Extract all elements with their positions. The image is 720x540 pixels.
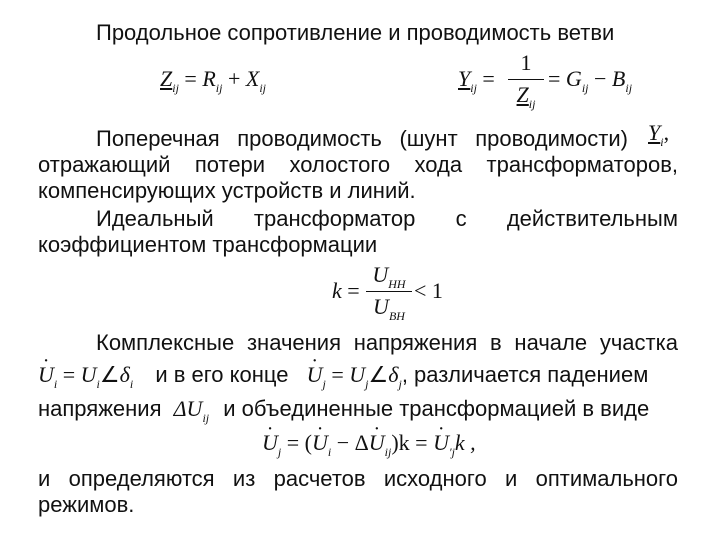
- yi-y: Y: [648, 120, 661, 145]
- uj-sub: j: [322, 377, 326, 391]
- eq3-den-u: U: [373, 294, 389, 319]
- word: в: [490, 330, 502, 355]
- eq4-close: )k =: [391, 430, 434, 455]
- para3-line3: [38, 396, 649, 431]
- para3-line2: [38, 362, 678, 397]
- para1-line2: [38, 152, 678, 178]
- eq4-u: · U: [262, 430, 278, 456]
- eq4-prime-sub: ′j: [448, 445, 455, 459]
- word: потери: [194, 152, 266, 177]
- eq1-plus: +: [222, 66, 246, 91]
- fraction-bar: [366, 291, 412, 292]
- eq3-denominator: [366, 294, 412, 324]
- word: отражающий: [38, 152, 171, 177]
- du-formula: [173, 396, 210, 425]
- word: расчетов: [273, 466, 366, 491]
- ui-formula: [38, 362, 134, 391]
- eq1-r: R: [202, 66, 216, 91]
- word: из: [232, 466, 256, 491]
- eq3-equals: =: [341, 278, 360, 303]
- eq2-b-sub: ij: [625, 81, 633, 95]
- eq2-y: Y: [458, 66, 471, 91]
- uj-u2: U: [349, 362, 366, 387]
- transformed-voltage-equation: [262, 430, 476, 465]
- eq2-den-z: Z: [516, 82, 529, 107]
- word: начале: [514, 330, 588, 355]
- eq3-den-sub: ВН: [388, 309, 405, 323]
- eq3-num-u: U: [372, 262, 389, 287]
- eq4-minus-delta: − Δ: [331, 430, 369, 455]
- ui-equals: =: [57, 362, 81, 387]
- word: напряжения: [353, 330, 478, 355]
- word: Поперечная: [96, 126, 220, 151]
- eq3-numerator: [366, 262, 412, 292]
- word: исходного: [383, 466, 487, 491]
- admittance-rhs: [548, 66, 632, 101]
- eq1-z: Z: [160, 66, 173, 91]
- word: и: [505, 466, 518, 491]
- eq2-minus: −: [588, 66, 612, 91]
- para2-line2: коэффициентом трансформации: [38, 232, 378, 257]
- para3-line1: [96, 330, 678, 356]
- uj-delta: δ: [388, 362, 399, 387]
- eq1-r-sub: ij: [215, 81, 223, 95]
- para1-line1: [96, 126, 628, 152]
- yi-comma: ,: [663, 120, 670, 145]
- du-symbol: ΔU: [173, 396, 203, 421]
- shunt-admittance-symbol: [648, 120, 669, 155]
- eq4-sub-ij: ij: [384, 445, 392, 459]
- ui-angle: ∠: [99, 362, 120, 387]
- word: хода: [414, 152, 463, 177]
- word: и: [38, 466, 51, 491]
- word: проводимости): [475, 126, 628, 151]
- eq2-b: B: [611, 66, 626, 91]
- eq1-z-sub: ij: [172, 81, 179, 95]
- uj-u: · U: [307, 362, 323, 388]
- uj-sub2: j: [365, 377, 369, 391]
- word: определяются: [68, 466, 215, 491]
- word: Комплексные: [96, 330, 235, 355]
- eq2-numerator: 1: [520, 50, 532, 75]
- eq4-uj-prime: · U: [433, 430, 449, 456]
- para3-tail: , различается падением: [401, 362, 649, 387]
- eq2-denominator: [508, 82, 544, 112]
- ratio-fraction: [366, 262, 412, 322]
- uj-sub3: j: [398, 377, 402, 391]
- eq2-den-sub: ij: [528, 97, 536, 111]
- ui-sub2: i: [96, 377, 100, 391]
- eq2-equals-2: =: [548, 66, 566, 91]
- eq2-equals: =: [476, 66, 495, 91]
- eq2-y-sub: ij: [470, 81, 477, 95]
- para3-mid-text: и в его конце: [155, 362, 289, 387]
- admittance-lhs: [458, 66, 495, 101]
- word: с: [455, 206, 467, 231]
- eq4-tail: k ,: [454, 430, 476, 455]
- para1-line3: компенсирующих устройств и линий.: [38, 178, 416, 203]
- eq4-sub-j: j: [277, 445, 282, 459]
- eq4-open: = (: [281, 430, 312, 455]
- para2-line1: [96, 206, 678, 232]
- eq1-x: X: [245, 66, 260, 91]
- ui-u2: U: [80, 362, 97, 387]
- yi-sub: i: [660, 135, 664, 149]
- eq3-less-than-one: < 1: [414, 278, 443, 303]
- impedance-equation: [160, 66, 266, 101]
- eq1-equals: =: [178, 66, 203, 91]
- eq2-g-sub: ij: [581, 81, 589, 95]
- para4-line1: [38, 466, 678, 492]
- word: трансформатор: [253, 206, 416, 231]
- uj-formula: [306, 362, 402, 391]
- word: трансформаторов,: [486, 152, 678, 177]
- uj-equals: =: [325, 362, 350, 387]
- word: действительным: [506, 206, 678, 231]
- ui-sub: i: [53, 377, 58, 391]
- para3-line3-text: и объединенные трансформацией в виде: [223, 396, 650, 421]
- eq4-sub-i: i: [327, 445, 332, 459]
- eq3-k: k: [332, 278, 342, 303]
- word: проводимость: [237, 126, 382, 151]
- ui-delta: δ: [119, 362, 130, 387]
- uj-angle: ∠: [368, 362, 389, 387]
- eq3-num-sub: НН: [388, 277, 406, 291]
- eq4-ui: · U: [312, 430, 328, 456]
- ui-u: · U: [38, 362, 54, 388]
- para3-word: напряжения: [38, 396, 162, 421]
- ratio-lhs: [332, 278, 360, 304]
- word: значения: [246, 330, 342, 355]
- word: (шунт: [399, 126, 458, 151]
- ui-sub3: i: [129, 377, 134, 391]
- para4-line2: режимов.: [38, 492, 135, 517]
- word: оптимального: [535, 466, 678, 491]
- eq4-uij: · U: [369, 430, 385, 456]
- word: холостого: [289, 152, 391, 177]
- eq2-g: G: [565, 66, 582, 91]
- eq1-x-sub: ij: [259, 81, 267, 95]
- word: Идеальный: [96, 206, 214, 231]
- eq4-prime-j: j: [451, 445, 455, 459]
- du-sub: ij: [202, 411, 210, 425]
- page-title: Продольное сопротивление и проводимость ветви: [96, 20, 615, 45]
- word: участка: [599, 330, 678, 355]
- admittance-fraction: [508, 50, 544, 110]
- fraction-bar: [508, 79, 544, 80]
